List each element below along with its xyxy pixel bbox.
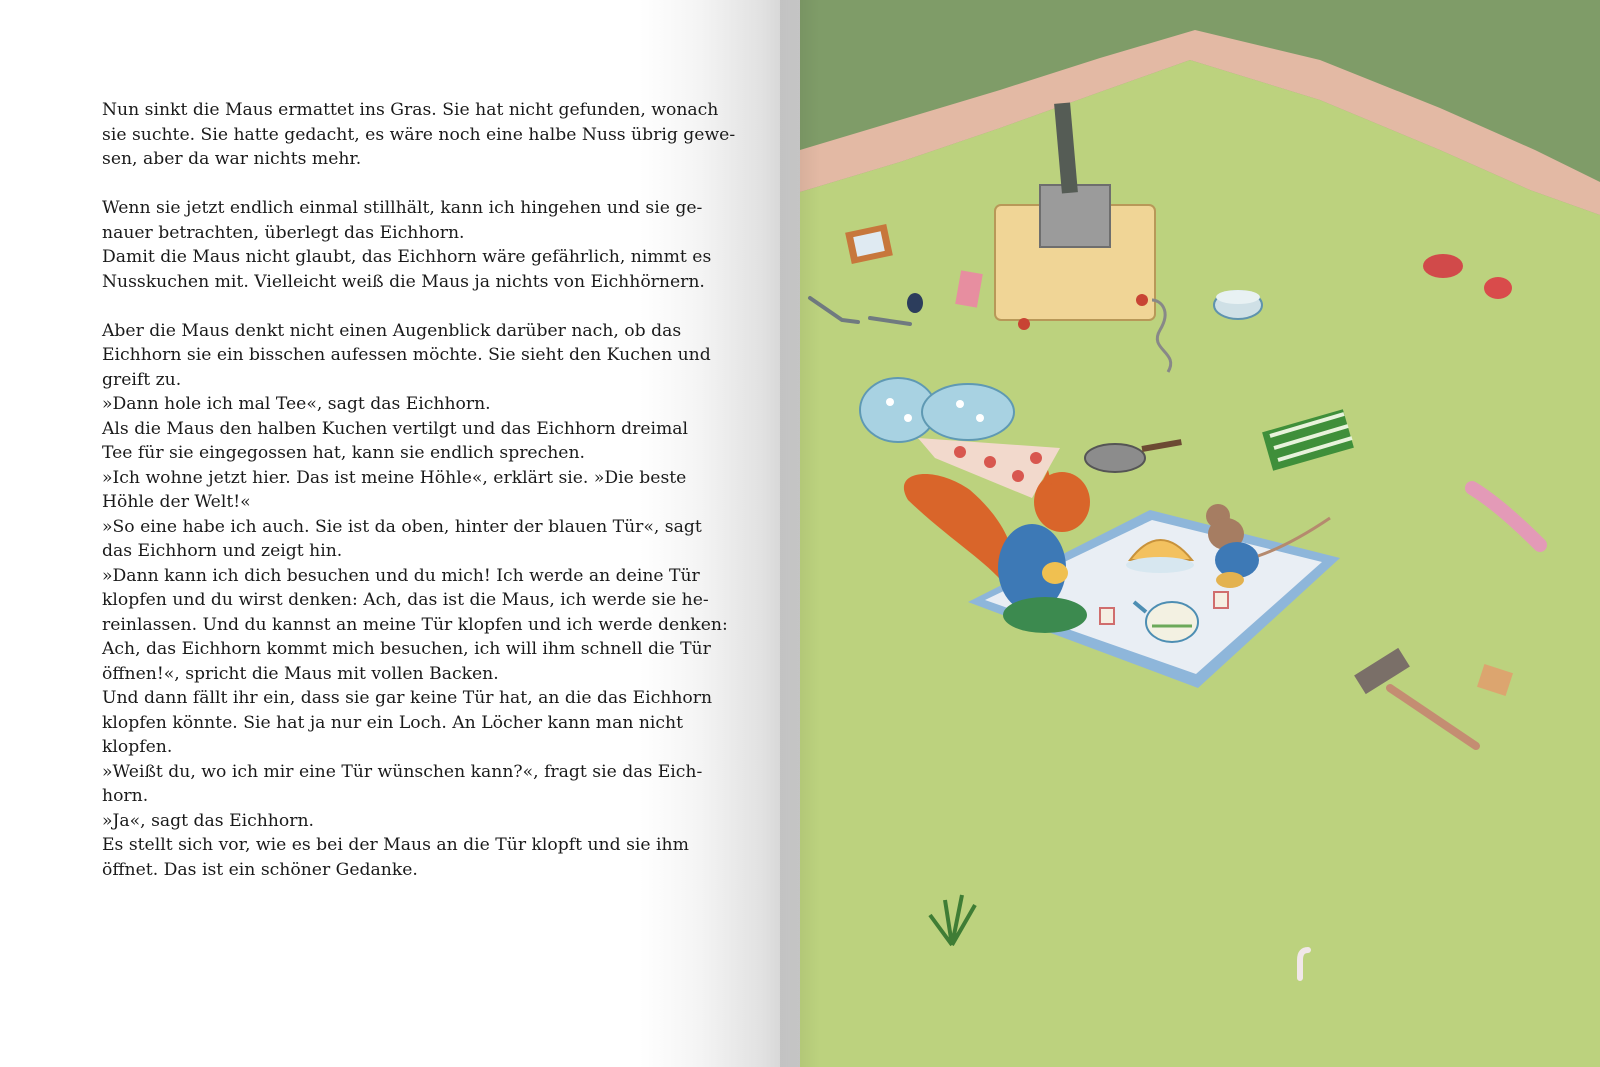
story-text [102,98,736,882]
text-line: »Weißt du, wo ich mir eine Tür wünschen kann?«, fragt sie das Eich- [102,761,703,782]
text-line: Höhle der Welt!« [102,492,251,512]
text-line: sen, aber da war nichts mehr. [102,149,362,169]
text-line: klopfen und du wirst denken: Ach, das ist die Maus, ich werde sie he- [102,590,709,610]
text-line: sie suchte. Sie hatte gedacht, es wäre noch eine halbe Nuss übrig gewe- [102,124,736,145]
text-line: Es stellt sich vor, wie es bei der Maus an die Tür klopft und sie ihm [102,835,689,855]
text-line: klopfen könnte. Sie hat ja nur ein Loch. An Löcher kann man nicht [102,712,684,733]
text-line: greift zu. [102,369,182,390]
right-page-illustration [800,0,1600,1067]
text-line: Tee für sie eingegossen hat, kann sie endlich sprechen. [102,443,585,463]
paragraph-gap [102,172,702,197]
text-line: Nun sinkt die Maus ermattet ins Gras. Sie hat nicht gefunden, wonach [102,100,719,120]
paragraph [102,319,728,883]
text-line: »Ja«, sagt das Eichhorn. [102,810,314,831]
text-line: Ach, das Eichhorn kommt mich besuchen, ich will ihm schnell die Tür [102,639,711,659]
text-line: öffnet. Das ist ein schöner Gedanke. [102,859,418,880]
paragraph [102,98,736,172]
text-line: klopfen. [102,737,173,757]
cup-icon [1214,290,1262,319]
paragraph [102,196,712,294]
text-line: öffnen!«, spricht die Maus mit vollen Backen. [102,663,499,684]
paragraph-gap [102,294,702,319]
text-line: »So eine habe ich auch. Sie ist da oben, hinter der blauen Tür«, sagt [102,516,702,537]
text-line: Damit die Maus nicht glaubt, das Eichhorn wäre gefährlich, nimmt es [102,247,712,267]
text-line: Und dann fällt ihr ein, dass sie gar keine Tür hat, an die das Eichhorn [102,688,713,708]
text-line: Nusskuchen mit. Vielleicht weiß die Maus ja nichts von Eichhörnern. [102,271,705,292]
illustration-svg [800,0,1600,1067]
text-line: reinlassen. Und du kannst an meine Tür klopfen und ich werde denken: [102,614,728,635]
teacup-icon [1214,592,1228,608]
red-pot-icon [1423,254,1463,278]
bottle-icon [907,293,923,313]
text-line: Wenn sie jetzt endlich einmal stillhält, kann ich hingehen und sie ge- [102,198,703,218]
text-line: Als die Maus den halben Kuchen vertilgt und das Eichhorn dreimal [102,418,689,439]
text-line: »Dann kann ich dich besuchen und du mich! Ich werde an deine Tür [102,565,700,586]
text-line: nauer betrachten, überlegt das Eichhorn. [102,222,465,243]
text-line: horn. [102,786,149,806]
teacup-icon [1100,608,1114,624]
text-line: das Eichhorn und zeigt hin. [102,541,343,561]
text-line: »Dann hole ich mal Tee«, sagt das Eichhorn. [102,394,491,414]
text-line: Eichhorn sie ein bisschen aufessen möchte. Sie sieht den Kuchen und [102,345,711,365]
text-line: »Ich wohne jetzt hier. Das ist meine Höhle«, erklärt sie. »Die beste [102,467,687,488]
red-ball-icon [1484,277,1512,299]
text-line: Aber die Maus denkt nicht einen Augenblick darüber nach, ob das [102,320,682,341]
